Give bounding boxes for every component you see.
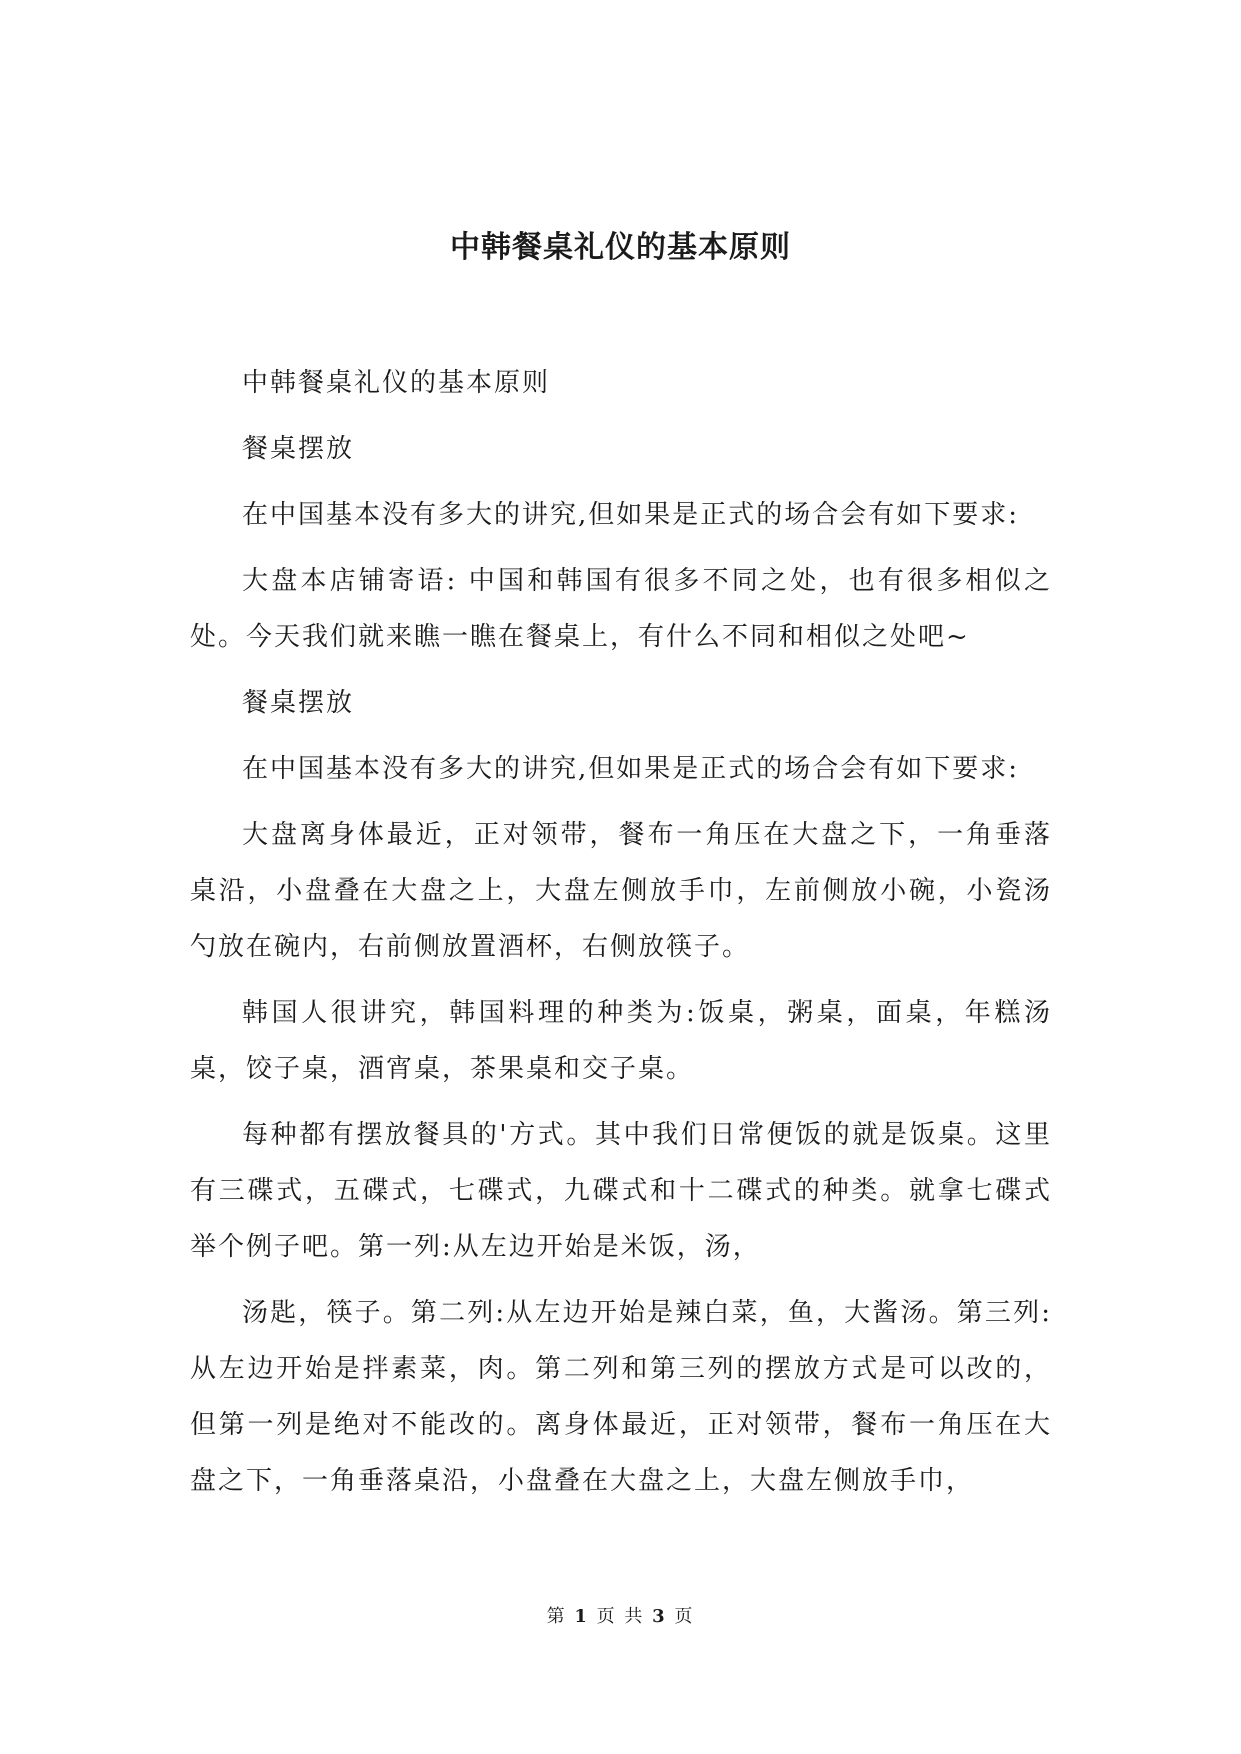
paragraph: 餐桌摆放 (242, 434, 355, 464)
page-footer (0, 1602, 1241, 1628)
document-body (190, 355, 1052, 1519)
paragraph: 汤匙，筷子。第二列:从左边开始是辣白菜，鱼，大酱汤。第三列:从左边开始是拌素菜，肉。第二列和第三列的摆放方式是可以改的，但第一列是绝对不能改的。离身体最近，正对领带，餐布一角压在大盘之下，一角垂落桌沿，小盘叠在大盘之上，大盘左侧放手巾， (190, 1298, 1052, 1496)
paragraph: 韩国人很讲究，韩国料理的种类为:饭桌，粥桌，面桌，年糕汤桌，饺子桌，酒宵桌，茶果桌和交子桌。 (190, 998, 1052, 1084)
footer-prefix: 第 (546, 1606, 567, 1627)
footer-suffix: 页 (674, 1606, 695, 1627)
paragraph: 在中国基本没有多大的讲究,但如果是正式的场合会有如下要求: (242, 754, 1020, 784)
paragraph: 餐桌摆放 (242, 688, 355, 718)
paragraph: 大盘离身体最近，正对领带，餐布一角压在大盘之下，一角垂落桌沿，小盘叠在大盘之上，大盘左侧放手巾，左前侧放小碗，小瓷汤勺放在碗内，右前侧放置酒杯，右侧放筷子。 (190, 820, 1052, 962)
document-title: 中韩餐桌礼仪的基本原则 (450, 230, 791, 265)
total-pages-number: 3 (652, 1606, 667, 1627)
current-page-number: 1 (574, 1606, 589, 1627)
paragraph: 每种都有摆放餐具的'方式。其中我们日常便饭的就是饭桌。这里有三碟式，五碟式，七碟式，九碟式和十二碟式的种类。就拿七碟式举个例子吧。第一列:从左边开始是米饭，汤， (190, 1120, 1052, 1262)
footer-middle: 页 共 (596, 1606, 645, 1627)
paragraph: 大盘本店铺寄语: 中国和韩国有很多不同之处，也有很多相似之处。今天我们就来瞧一瞧在餐桌上，有什么不同和相似之处吧~ (190, 566, 1052, 652)
paragraph: 中韩餐桌礼仪的基本原则 (242, 368, 551, 398)
paragraph: 在中国基本没有多大的讲究,但如果是正式的场合会有如下要求: (242, 500, 1020, 530)
